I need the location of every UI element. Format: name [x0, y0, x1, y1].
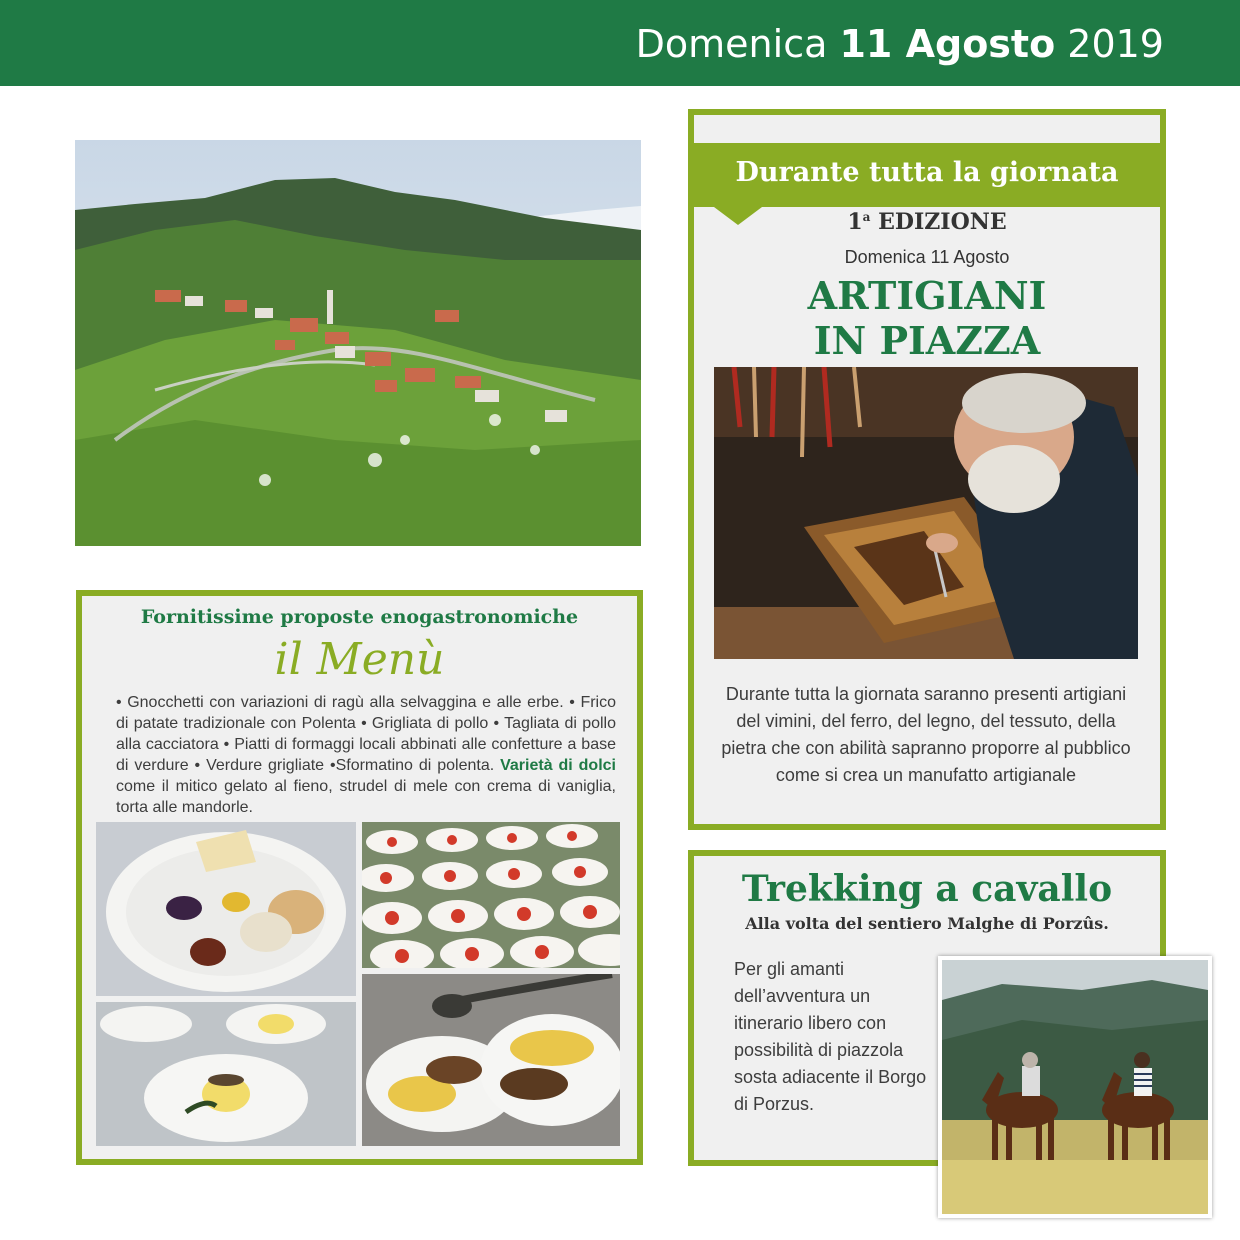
polenta-stew-photo — [362, 974, 620, 1146]
art-title-line1: ARTIGIANI — [807, 273, 1047, 318]
event-date — [636, 22, 1164, 66]
menu-heading: Fornitissime proposte enogastronomiche — [140, 606, 579, 628]
menu-highlight-dolci: Varietà di dolci — [500, 757, 616, 774]
edition-word: EDIZIONE — [878, 209, 1007, 235]
menu-panel — [76, 590, 643, 1165]
menu-text-before: • Gnocchetti con variazioni di ragù alla selvaggina e alle erbe. • Frico di patate tradizionale con Polenta • Grigliata di pollo • Tagliata di pollo alla cacciatora • Piatti di formaggi locali abbinati alle confetture a base di verdure • Verdure grigliate •Sformatino di polenta. — [116, 694, 616, 774]
art-title — [694, 273, 1160, 363]
canapes-tray-photo — [362, 822, 620, 968]
cheese-plate-photo — [96, 822, 356, 996]
trek-title: Trekking a cavallo — [741, 868, 1113, 910]
date-bold: 11 Agosto — [839, 22, 1056, 66]
art-date: Domenica 11 Agosto — [844, 247, 1010, 267]
edition-number: 1 — [847, 209, 863, 235]
village-aerial-photo — [75, 140, 641, 546]
artigiani-panel — [688, 109, 1166, 830]
art-band — [688, 143, 1166, 207]
artisan-woodwork-photo — [714, 367, 1138, 659]
art-title-line2: IN PIAZZA — [813, 318, 1041, 363]
art-description: Durante tutta la giornata saranno presenti artigiani del vimini, del ferro, del legno, del tessuto, della pietra che con abilità sapranno proporre al pubblico come si crea un manufatto artigianale — [721, 684, 1131, 785]
trek-description: Per gli amanti dell’avventura un itinerario libero con possibilità di piazzola sosta adiacente il Borgo di Porzus. — [734, 959, 927, 1114]
menu-items-text — [116, 692, 616, 818]
date-year: 2019 — [1067, 22, 1164, 66]
menu-text-after: come il mitico gelato al fieno, strudel di mele con crema di vaniglia, torta alle mandorle. — [116, 778, 616, 816]
edition-label — [694, 209, 1160, 235]
art-band-text: Durante tutta la giornata — [735, 157, 1119, 188]
date-day: Domenica — [635, 22, 828, 66]
header-bar — [0, 0, 1240, 86]
horse-riders-photo — [938, 956, 1212, 1218]
edition-superscript: a — [862, 210, 871, 224]
polenta-flan-photo — [96, 1002, 356, 1146]
menu-script-title: il Menù — [274, 634, 445, 685]
trek-subtitle: Alla volta del sentiero Malghe di Porzûs. — [745, 914, 1109, 933]
